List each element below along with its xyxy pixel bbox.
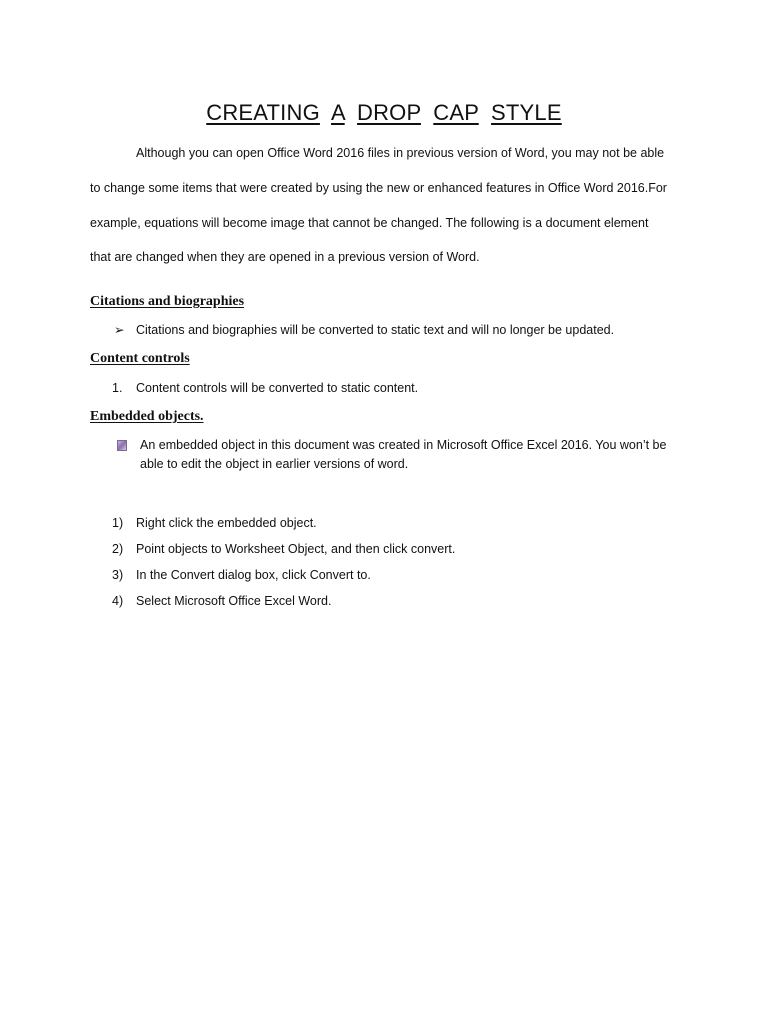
step-text: Select Microsoft Office Excel Word. [136, 594, 332, 608]
content-controls-heading: Content controls [90, 351, 190, 366]
step-text: Point objects to Worksheet Object, and then click convert. [136, 542, 456, 556]
title-word: STYLE [491, 100, 562, 125]
embedded-bullet-line: able to edit the object in earlier versions of word. [140, 457, 409, 471]
intro-line: that are changed when they are opened in a previous version of Word. [90, 250, 480, 264]
embedded-bullet-line: An embedded object in this document was created in Microsoft Office Excel 2016. You won’t be [140, 438, 667, 452]
document-title [0, 100, 768, 126]
citations-heading: Citations and biographies [90, 294, 245, 309]
intro-line: Although you can open Office Word 2016 files in previous version of Word, you may not be able [136, 146, 665, 160]
content-controls-item-text: Content controls will be converted to static content. [136, 381, 419, 395]
arrow-bullet-icon: ➢ [114, 323, 125, 337]
step-number: 4) [112, 594, 124, 608]
title-word: DROP [357, 100, 421, 125]
embedded-object-icon [117, 440, 127, 451]
embedded-objects-heading: Embedded objects. [90, 409, 204, 424]
intro-line: example, equations will become image that cannot be changed. The following is a document element [90, 216, 649, 230]
intro-line: to change some items that were created by using the new or enhanced features in Office Word 2016.For [90, 181, 667, 195]
title-word: CAP [433, 100, 479, 125]
title-word: CREATING [206, 100, 320, 125]
step-number: 2) [112, 542, 124, 556]
step-number: 1) [112, 516, 124, 530]
list-number: 1. [112, 381, 123, 395]
citations-bullet-text: Citations and biographies will be converted to static text and will no longer be updated. [136, 323, 615, 337]
step-number: 3) [112, 568, 124, 582]
step-text: Right click the embedded object. [136, 516, 317, 530]
step-text: In the Convert dialog box, click Convert to. [136, 568, 371, 582]
title-word: A [331, 100, 345, 125]
